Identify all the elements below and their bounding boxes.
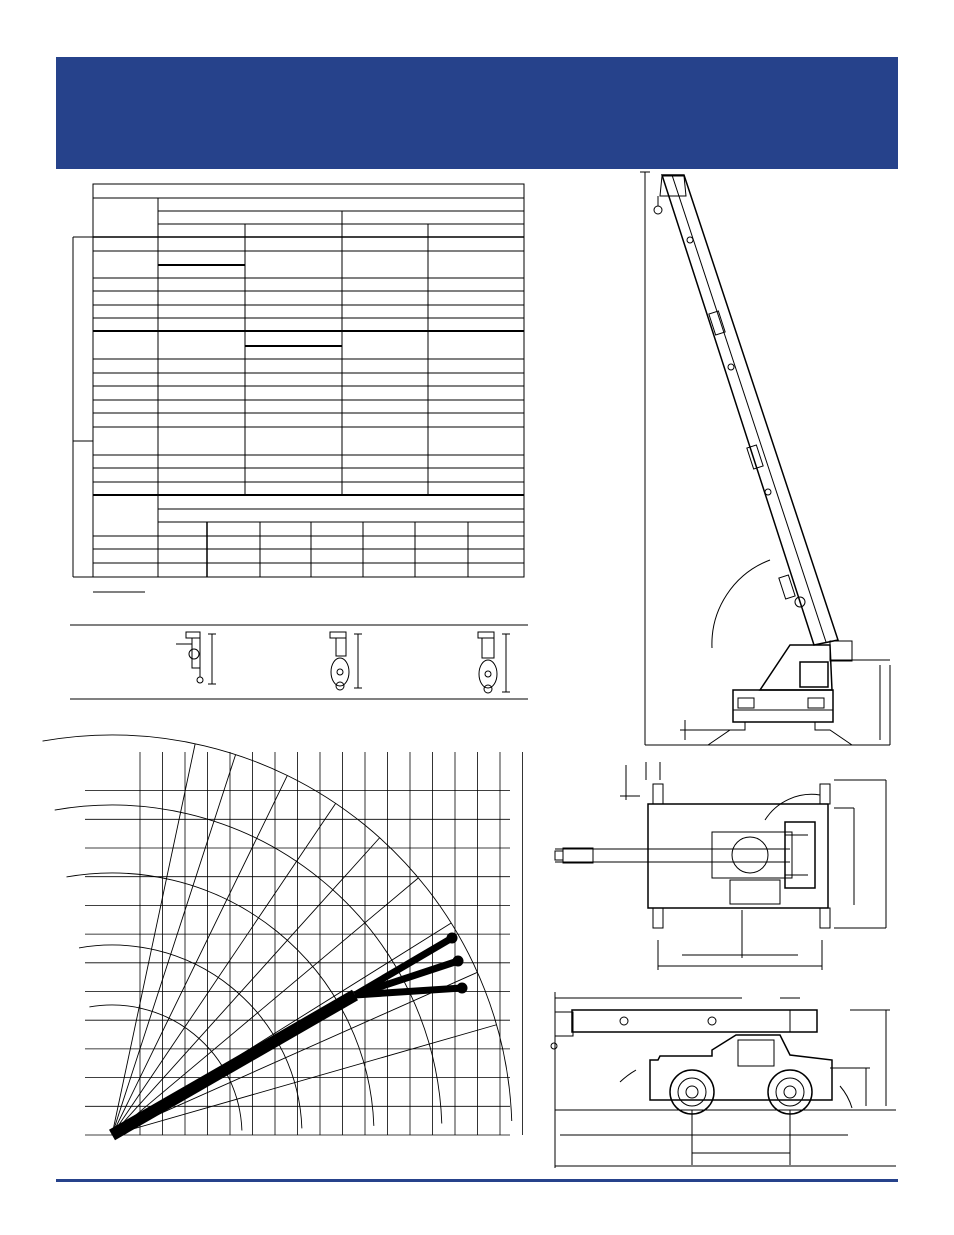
range-arc: [55, 805, 442, 1123]
hook-block-single: [176, 632, 216, 684]
travel-view: [551, 992, 896, 1168]
working-range-diagram: [43, 735, 523, 1135]
hook-block-double: [330, 632, 362, 690]
range-angle-line: [112, 838, 380, 1135]
side-elevation: [640, 172, 890, 745]
range-arc: [43, 735, 512, 1121]
load-chart-table: [73, 184, 524, 592]
range-angle-line: [112, 744, 195, 1135]
hook-blocks-strip: [70, 625, 528, 699]
range-arc: [67, 873, 374, 1126]
hook-block-triple: [478, 632, 510, 693]
range-angle-line: [112, 1025, 497, 1135]
range-arc: [79, 945, 302, 1128]
range-angle-line: [112, 878, 418, 1135]
top-view: [555, 762, 886, 970]
boom-silhouette: [112, 933, 467, 1135]
